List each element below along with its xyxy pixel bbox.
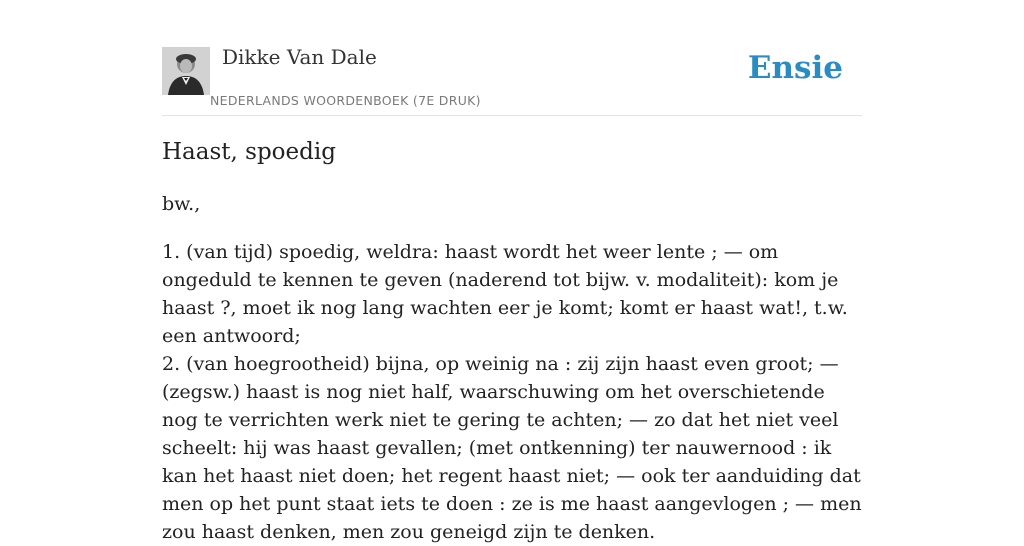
definition-sense: 2. (van hoegrootheid) bijna, op weinig na : zij zijn haast even groot; — (zegsw.) haast is nog niet half, waarschuwing om het overschietende nog te verrichten werk niet te gering te achten; — zo dat het niet veel scheelt: hij was haast gevallen; (met ontkenning) ter nauwernood : ik kan het haast niet doen; het regent haast niet; — ook ter aanduiding dat men op het punt staat iets te doen : ze is me haast aangevlogen ; — men zou haast denken, men zou geneigd zijn te denken.: [162, 353, 862, 543]
portrait-icon: [162, 47, 210, 95]
site-logo[interactable]: Ensie: [747, 50, 843, 86]
author-name[interactable]: Dikke Van Dale: [222, 45, 377, 69]
dictionary-source[interactable]: NEDERLANDS WOORDENBOEK (7E DRUK): [210, 93, 481, 108]
author-avatar[interactable]: [162, 47, 210, 95]
definition-text: [162, 238, 862, 546]
page: [162, 0, 862, 543]
entry-title: Haast, spoedig: [162, 139, 336, 165]
entry-header: [162, 0, 862, 116]
definition-sense: 1. (van tijd) spoedig, weldra: haast wordt het weer lente ; — om ongeduld te kennen te geven (naderend tot bijw. v. modaliteit): kom je haast ?, moet ik nog lang wachten eer je komt; komt er haast wat!, t.w. een antwoord;: [162, 241, 848, 347]
part-of-speech: bw.,: [162, 193, 201, 215]
